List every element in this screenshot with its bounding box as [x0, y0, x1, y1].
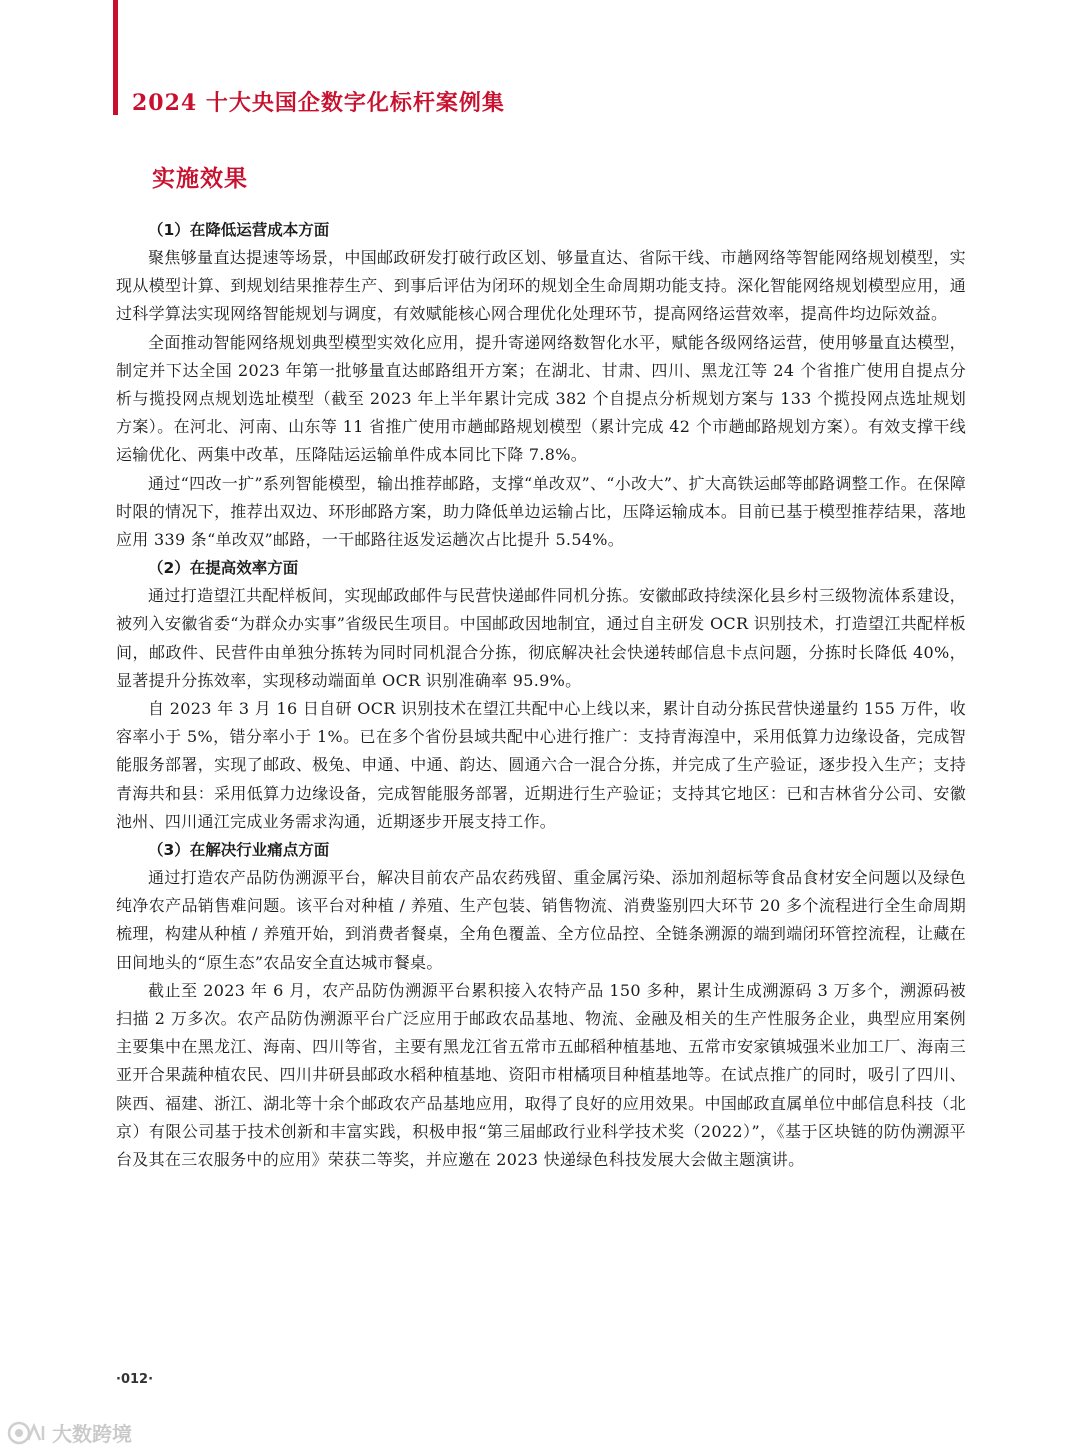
article-body	[116, 216, 966, 1174]
paragraph: 全面推动智能网络规划典型模型实效化应用，提升寄递网络数智化水平，赋能各级网络运营，使用够量直达模型，制定并下达全国 2023 年第一批够量直达邮路组开方案；在湖北、甘肃、四川、黑龙江等 24 个省推广使用自提点分析与揽投网点规划选址模型（截至 2023 年上半年累计完成 382 个自提点分析规划方案与 133 个揽投网点选址规划方案）。在河北、河南、山东等 11 省推广使用市趟邮路规划模型（累计完成 42 个市趟邮路规划方案）。有效支撑干线运输优化、两集中改革，压降陆运运输单件成本同比下降 7.8%。	[116, 332, 966, 465]
series-title: 2024 十大央国企数字化标杆案例集	[132, 90, 505, 116]
paragraph: 通过打造望江共配样板间，实现邮政邮件与民营快递邮件同机分拣。安徽邮政持续深化县乡村三级物流体系建设，被列入安徽省委“为群众办实事”省级民生项目。中国邮政因地制宜，通过自主研发 OCR 识别技术，打造望江共配样板间，邮政件、民营件由单独分拣转为同时同机混合分拣，彻底解决社会快递转邮信息卡点问题，分拣时长降低 40%，显著提升分拣效率，实现移动端面单 OCR 识别准确率 95.9%。	[116, 586, 966, 690]
subsection-efficiency	[116, 554, 966, 836]
subsection-heading: （3）在解决行业痛点方面	[148, 841, 330, 860]
paragraph: 自 2023 年 3 月 16 日自研 OCR 识别技术在望江共配中心上线以来，累计自动分拣民营快递量约 155 万件，收容率小于 5%，错分率小于 1%。已在多个省份县域共配中心进行推广：支持青海湟中，采用低算力边缘设备，完成智能服务部署，实现了邮政、极兔、申通、中通、韵达、圆通六合一混合分拣，并完成了生产验证，逐步投入生产；支持青海共和县：采用低算力边缘设备，完成智能服务部署，近期进行生产验证；支持其它地区：已和吉林省分公司、安徽池州、四川通江完成业务需求沟通，近期逐步开展支持工作。	[116, 699, 966, 831]
watermark-text: 大数跨境	[52, 1422, 132, 1446]
section-title: 实施效果	[152, 165, 248, 192]
ai-logo-icon	[6, 1420, 46, 1446]
subsection-cost	[116, 216, 966, 554]
paragraph: 截止至 2023 年 6 月，农产品防伪溯源平台累积接入农特产品 150 多种，累计生成溯源码 3 万多个，溯源码被扫描 2 万多次。农产品防伪溯源平台广泛应用于邮政农品基地、物流、金融及相关的生产性服务企业，典型应用案例主要集中在黑龙江、海南、四川等省，主要有黑龙江省五常市五邮稻种植基地、五常市安家镇城强米业加工厂、海南三亚开合果蔬种植农民、四川井研县邮政水稻种植基地、资阳市柑橘项目种植基地等。在试点推广的同时，吸引了四川、陕西、福建、浙江、湖北等十余个邮政农产品基地应用，取得了良好的应用效果。中国邮政直属单位中邮信息科技（北京）有限公司基于技术创新和丰富实践，积极申报“第三届邮政行业科学技术奖（2022）”，《基于区块链的防伪溯源平台及其在三农服务中的应用》荣获二等奖，并应邀在 2023 快递绿色科技发展大会做主题演讲。	[116, 980, 966, 1170]
header-accent-bar	[113, 0, 118, 115]
paragraph: 通过打造农产品防伪溯源平台，解决目前农产品农药残留、重金属污染、添加剂超标等食品食材安全问题以及绿色纯净农产品销售难问题。该平台对种植 / 养殖、生产包装、销售物流、消费鉴别四大环节 20 多个流程进行全生命周期梳理，构建从种植 / 养殖开始，到消费者餐桌，全角色覆盖、全方位品控、全链条溯源的端到端闭环管控流程，让藏在田间地头的“原生态”农品安全直达城市餐桌。	[116, 868, 966, 972]
page-number: ·012·	[116, 1372, 154, 1387]
subsection-heading: （1）在降低运营成本方面	[148, 221, 330, 239]
watermark	[6, 1418, 132, 1447]
paragraph: 聚焦够量直达提速等场景，中国邮政研发打破行政区划、够量直达、省际干线、市趟网络等智能网络规划模型，实现从模型计算、到规划结果推荐生产、到事后评估为闭环的规划全生命周期功能支持。深化智能网络规划模型应用，通过科学算法实现网络智能规划与调度，有效赋能核心网合理优化处理环节，提高网络运营效率，提高件均边际效益。	[116, 248, 966, 324]
paragraph: 通过“四改一扩”系列智能模型，输出推荐邮路，支撑“单改双”、“小改大”、扩大高铁运邮等邮路调整工作。在保障时限的情况下，推荐出双边、环形邮路方案，助力降低单边运输占比，压降运输成本。目前已基于模型推荐结果，落地应用 339 条“单改双”邮路，一干邮路往返发运趟次占比提升 5.54%。	[116, 473, 966, 550]
subsection-heading: （2）在提高效率方面	[148, 559, 299, 578]
subsection-pain-points	[116, 836, 966, 1174]
